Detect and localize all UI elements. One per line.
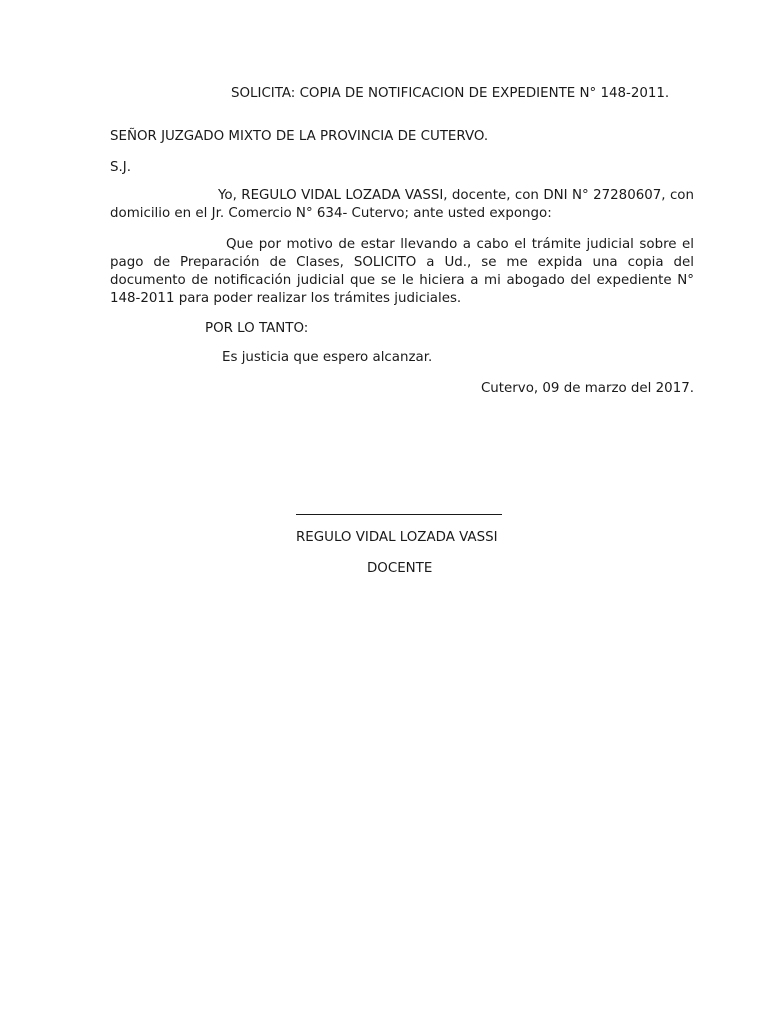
addressee-line: SEÑOR JUZGADO MIXTO DE LA PROVINCIA DE CUTERVO. (110, 129, 489, 144)
closing-phrase: Es justicia que espero alcanzar. (222, 350, 433, 365)
place-date: Cutervo, 09 de marzo del 2017. (480, 381, 694, 396)
request-paragraph: Que por motivo de estar llevando a cabo el trámite judicial sobre el pago de Preparación de Clases, SOLICITO a Ud., se me expida una copia del documento de notificación judicial que se le hiciera a mi abogado del expediente N° 148-2011 para poder realizar los trámites judiciales. (110, 237, 694, 306)
subject-line: SOLICITA: COPIA DE NOTIFICACION DE EXPEDIENTE N° 148-2011. (231, 86, 670, 101)
signatory-role: DOCENTE (367, 561, 433, 576)
signatory-name: REGULO VIDAL LOZADA VASSI (296, 530, 498, 545)
intro-paragraph: Yo, REGULO VIDAL LOZADA VASSI, docente, con DNI N° 27280607, con domicilio en el Jr. Comercio N° 634- Cutervo; ante usted expongo: (110, 188, 694, 221)
por-lo-tanto-heading: POR LO TANTO: (205, 321, 309, 336)
signature-line (296, 514, 502, 515)
salutation: S.J. (110, 160, 131, 175)
